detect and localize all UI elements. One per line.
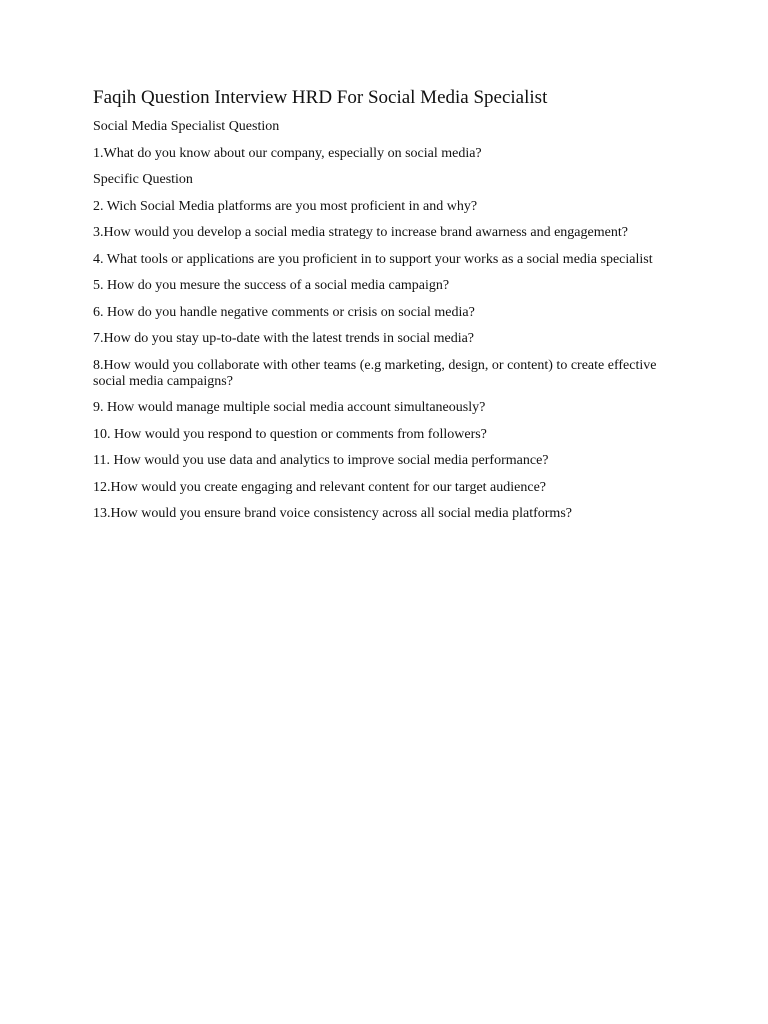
question-item: 3.How would you develop a social media strategy to increase brand awarness and engagement? (93, 225, 628, 240)
question-item: 1.What do you know about our company, especially on social media? (93, 145, 482, 161)
section-heading: Specific Question (93, 172, 193, 187)
question-item: 4. What tools or applications are you proficient in to support your works as a social media specialist (93, 251, 653, 267)
document-title: Faqih Question Interview HRD For Social Media Specialist (93, 87, 548, 108)
question-item: 2. Wich Social Media platforms are you most proficient in and why? (93, 198, 478, 214)
question-item: 13.How would you ensure brand voice consistency across all social media platforms? (93, 506, 572, 521)
question-item: 9. How would manage multiple social media account simultaneously? (93, 400, 486, 415)
question-item: 11. How would you use data and analytics to improve social media performance? (93, 453, 549, 468)
section-heading: Social Media Specialist Question (93, 119, 280, 134)
question-item: 7.How do you stay up-to-date with the latest trends in social media? (93, 331, 475, 346)
question-item: 6. How do you handle negative comments or crisis on social media? (93, 304, 475, 320)
question-item: 12.How would you create engaging and relevant content for our target audience? (93, 479, 547, 495)
document-body (93, 86, 678, 533)
question-item: 8.How would you collaborate with other teams (e.g marketing, design, or content) to create effective social media campaigns? (93, 357, 657, 389)
question-item: 5. How do you mesure the success of a social media campaign? (93, 278, 450, 293)
question-item: 10. How would you respond to question or comments from followers? (93, 426, 487, 442)
